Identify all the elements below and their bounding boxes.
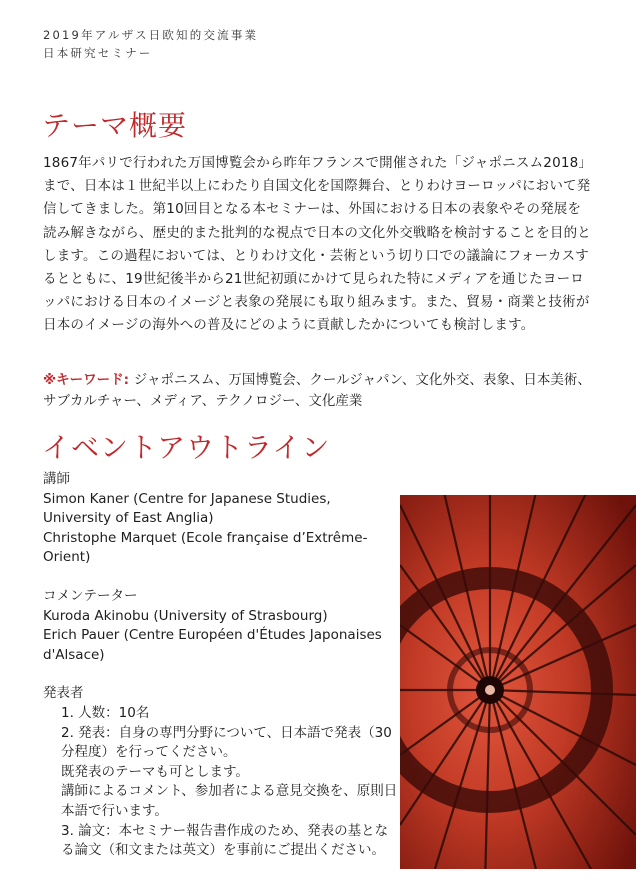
keywords [43, 370, 591, 412]
header-line-1: 2019年アルザス日欧知的交流事業 [43, 28, 259, 42]
presenter-item: 2. 発表：自身の専門分野について、日本語で発表（30分程度）を行ってください。 [61, 724, 392, 761]
event-outline [43, 470, 398, 861]
presenter-item: 1. 人数：10名 [61, 704, 150, 721]
keywords-label: ※キーワード: [43, 372, 134, 388]
commentator-item: Erich Pauer (Centre Européen d'Études Japonaises d'Alsace) [43, 627, 382, 663]
theme-body: 1867年パリで行われた万国博覧会から昨年フランスで開催された「ジャポニスム2018」まで、日本は１世紀半以上にわたり自国文化を国際舞台、とりわけヨーロッパにおいて発信してきました。第10回目となる本セミナーは、外国における日本の表象やその発展を読み解きながら、歴史的また批判的な視点で日本の文化外交戦略を検討することを目的とします。この過程においては、とりわけ文化・芸術という切り口での議論にフォーカスするとともに、19世紀後半から21世紀初頭にかけて見られた特にメディアを通じたヨーロッパにおける日本のイメージと表象の発展にも取り組みます。また、貿易・商業と技術が日本のイメージの海外への普及にどのように貢献したかについても検討します。 [43, 155, 591, 334]
presenter-item: 講師によるコメント、参加者による意見交換を、原則日本語で行います。 [61, 783, 398, 819]
keywords-list: ジャポニスム、万国博覧会、クールジャパン、文化外交、表象、日本美術、サブカルチャー、メディア、テクノロジー、文化産業 [43, 372, 591, 409]
header-line-2: 日本研究セミナー [43, 46, 153, 60]
lecturers-title: 講師 [43, 471, 70, 487]
lecturer-item: Simon Kaner (Centre for Japanese Studies, University of East Anglia) [43, 490, 331, 527]
presenter-item: 既発表のテーマも可とします。 [61, 763, 249, 780]
outline-heading: イベントアウトライン [42, 431, 331, 464]
wagasa-umbrella-icon [400, 495, 636, 869]
lecturer-item: Christophe Marquet (Ecole française d’Extrême-Orient) [43, 529, 368, 566]
event-header [43, 26, 258, 62]
umbrella-photo [400, 495, 636, 869]
commentators-title: コメンテーター [43, 587, 138, 604]
theme-heading: テーマ概要 [42, 109, 188, 142]
presenters-title: 発表者 [43, 685, 84, 702]
presenter-item: 3. 論文：本セミナー報告書作成のため、発表の基となる論文（和文または英文）を事前にご提出ください。 [61, 822, 389, 859]
commentator-item: Kuroda Akinobu (University of Strasbourg) [43, 607, 328, 624]
